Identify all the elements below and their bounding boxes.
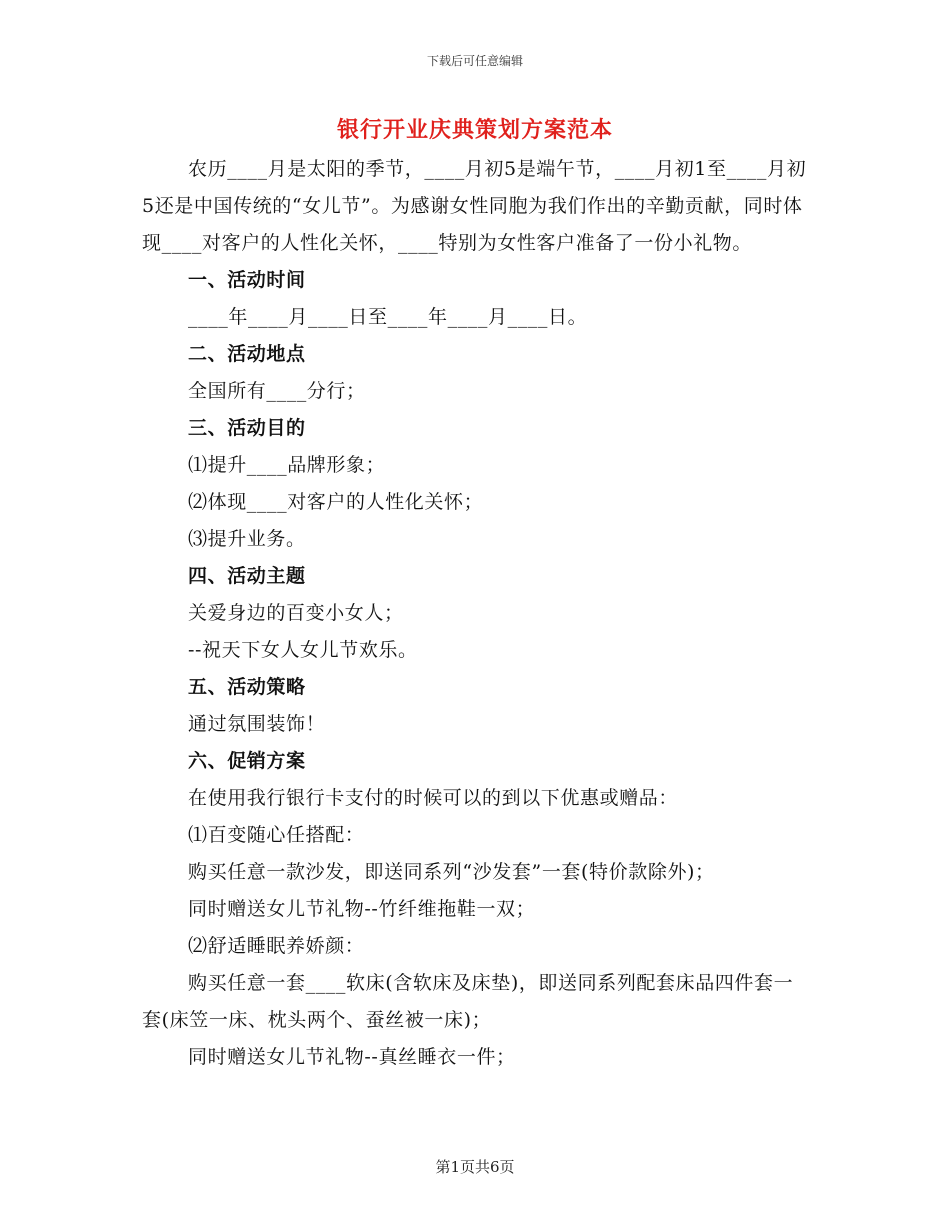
- intro-paragraph: 农历____月是太阳的季节，____月初5是端午节，____月初1至____月初5还是中国传统的“女儿节”。为感谢女性同胞为我们作出的辛勤贡献，同时体现____对客户的人性化关怀，____特别为女性客户准备了一份小礼物。: [142, 158, 807, 254]
- paragraph-strategy: 通过氛围装饰！: [188, 713, 326, 735]
- section-heading-promotion: 六、促销方案: [188, 750, 306, 772]
- document-title: 银行开业庆典策划方案范本: [336, 118, 613, 143]
- section-heading-strategy: 五、活动策略: [188, 676, 306, 698]
- paragraph-promotion-2: ⑴百变随心任搭配：: [188, 824, 365, 846]
- paragraph-theme-2: --祝天下女人女儿节欢乐。: [188, 639, 418, 661]
- section-heading-purpose: 三、活动目的: [188, 417, 306, 439]
- paragraph-purpose-1: ⑴提升____品牌形象；: [188, 454, 386, 476]
- section-heading-theme: 四、活动主题: [188, 565, 306, 587]
- document-body: [142, 151, 810, 1076]
- paragraph-promotion-7: 同时赠送女儿节礼物--真丝睡衣一件；: [188, 1046, 516, 1068]
- paragraph-promotion-5: ⑵舒适睡眠养娇颜：: [188, 935, 365, 957]
- paragraph-promotion-4: 同时赠送女儿节礼物--竹纤维拖鞋一双；: [188, 898, 536, 920]
- paragraph-purpose-2: ⑵体现____对客户的人性化关怀；: [188, 491, 484, 513]
- paragraph-promotion-1: 在使用我行银行卡支付的时候可以的到以下优惠或赠品：: [188, 787, 679, 809]
- section-heading-time: 一、活动时间: [188, 269, 306, 291]
- page-header: 下载后可任意编辑: [426, 54, 523, 68]
- paragraph-purpose-3: ⑶提升业务。: [188, 528, 306, 550]
- page-footer: 第1页共6页: [435, 1158, 515, 1176]
- paragraph-time: ____年____月____日至____年____月____日。: [188, 306, 588, 328]
- paragraph-promotion-3: 购买任意一款沙发，即送同系列“沙发套”一套(特价款除外)；: [188, 861, 715, 883]
- paragraph-promotion-6: 购买任意一套____软床(含软床及床垫)，即送同系列配套床品四件套一套(床笠一床、枕头两个、蚕丝被一床)；: [142, 972, 794, 1031]
- paragraph-theme-1: 关爱身边的百变小女人；: [188, 602, 404, 624]
- section-heading-location: 二、活动地点: [188, 343, 306, 365]
- paragraph-location: 全国所有____分行；: [188, 380, 366, 402]
